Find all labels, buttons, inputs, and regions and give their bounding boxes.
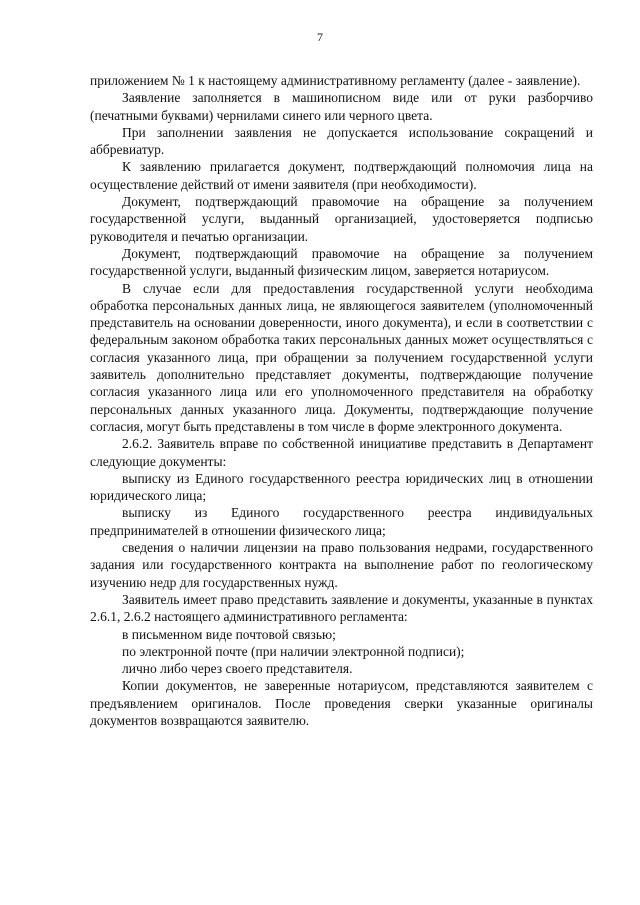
paragraph-organization-document: Документ, подтверждающий правомочие на обращение за получением государственной услуги, выданный организацией, удостоверяется подписью руководителя и печатью организации. (90, 194, 593, 244)
paragraph-no-abbreviations: При заполнении заявления не допускается использование сокращений и аббревиатур. (90, 124, 593, 158)
paragraph-form-filling: Заявление заполняется в машинописном виде или от руки разборчиво (печатными буквами) чернилами синего или черного цвета. (90, 90, 593, 123)
paragraph-authority-document: К заявлению прилагается документ, подтверждающий полномочия лица на осуществление действий от имени заявителя (при необходимости). (90, 159, 593, 192)
paragraph-personal-data-consent: В случае если для предоставления государственной услуги необходима обработка персональных данных лица, не являющегося заявителем (уполномоченный представитель на основании доверенности, иного документа), и если в соответствии с федеральным законом обработка таких персональных данных может осуществляться с согласия указанного лица, при обращении за получением государственной услуги заявитель дополнительно представляет документы, подтверждающие получение согласия указанного лица или его уполномоченного представителя на обработку персональных данных указанного лица. Документы, подтверждающие получение согласия, могут быть представлены в том числе в форме электронного документа. (90, 280, 593, 434)
list-item-entrepreneurs-extract: выписку из Единого государственного реестра индивидуальных предпринимателей в отношении физического лица; (90, 505, 593, 538)
page-number: 7 (317, 30, 323, 44)
paragraph-individual-document: Документ, подтверждающий правомочие на обращение за получением государственной услуги, выданный физическим лицом, заверяется нотариусом. (90, 245, 593, 279)
list-item-postal: в письменном виде почтовой связью; (122, 626, 336, 642)
list-item-email: по электронной почте (при наличии электронной подписи); (122, 643, 465, 659)
list-item-license-info: сведения о наличии лицензии на право пользования недрами, государственного задания или государственного контракта на выполнение работ по геологическому изучению недр для государственных нужд. (90, 540, 593, 590)
list-item-in-person: лично либо через своего представителя. (122, 661, 353, 677)
document-body (90, 72, 593, 729)
paragraph-2-6-2: 2.6.2. Заявитель вправе по собственной инициативе представить в Департамент следующие документы: (90, 436, 593, 469)
paragraph-submission-methods: Заявитель имеет право представить заявление и документы, указанные в пунктах 2.6.1, 2.6.2 настоящего административного регламента: (90, 591, 593, 625)
paragraph-continuation: приложением № 1 к настоящему административному регламенту (далее - заявление). (90, 73, 581, 88)
list-item-legal-entities-extract: выписку из Единого государственного реестра юридических лиц в отношении юридического лица; (90, 470, 593, 504)
paragraph-copies: Копии документов, не заверенные нотариусом, представляются заявителем с предъявлением оригиналов. После проведения сверки указанные оригиналы документов возвращаются заявителю. (90, 678, 593, 728)
